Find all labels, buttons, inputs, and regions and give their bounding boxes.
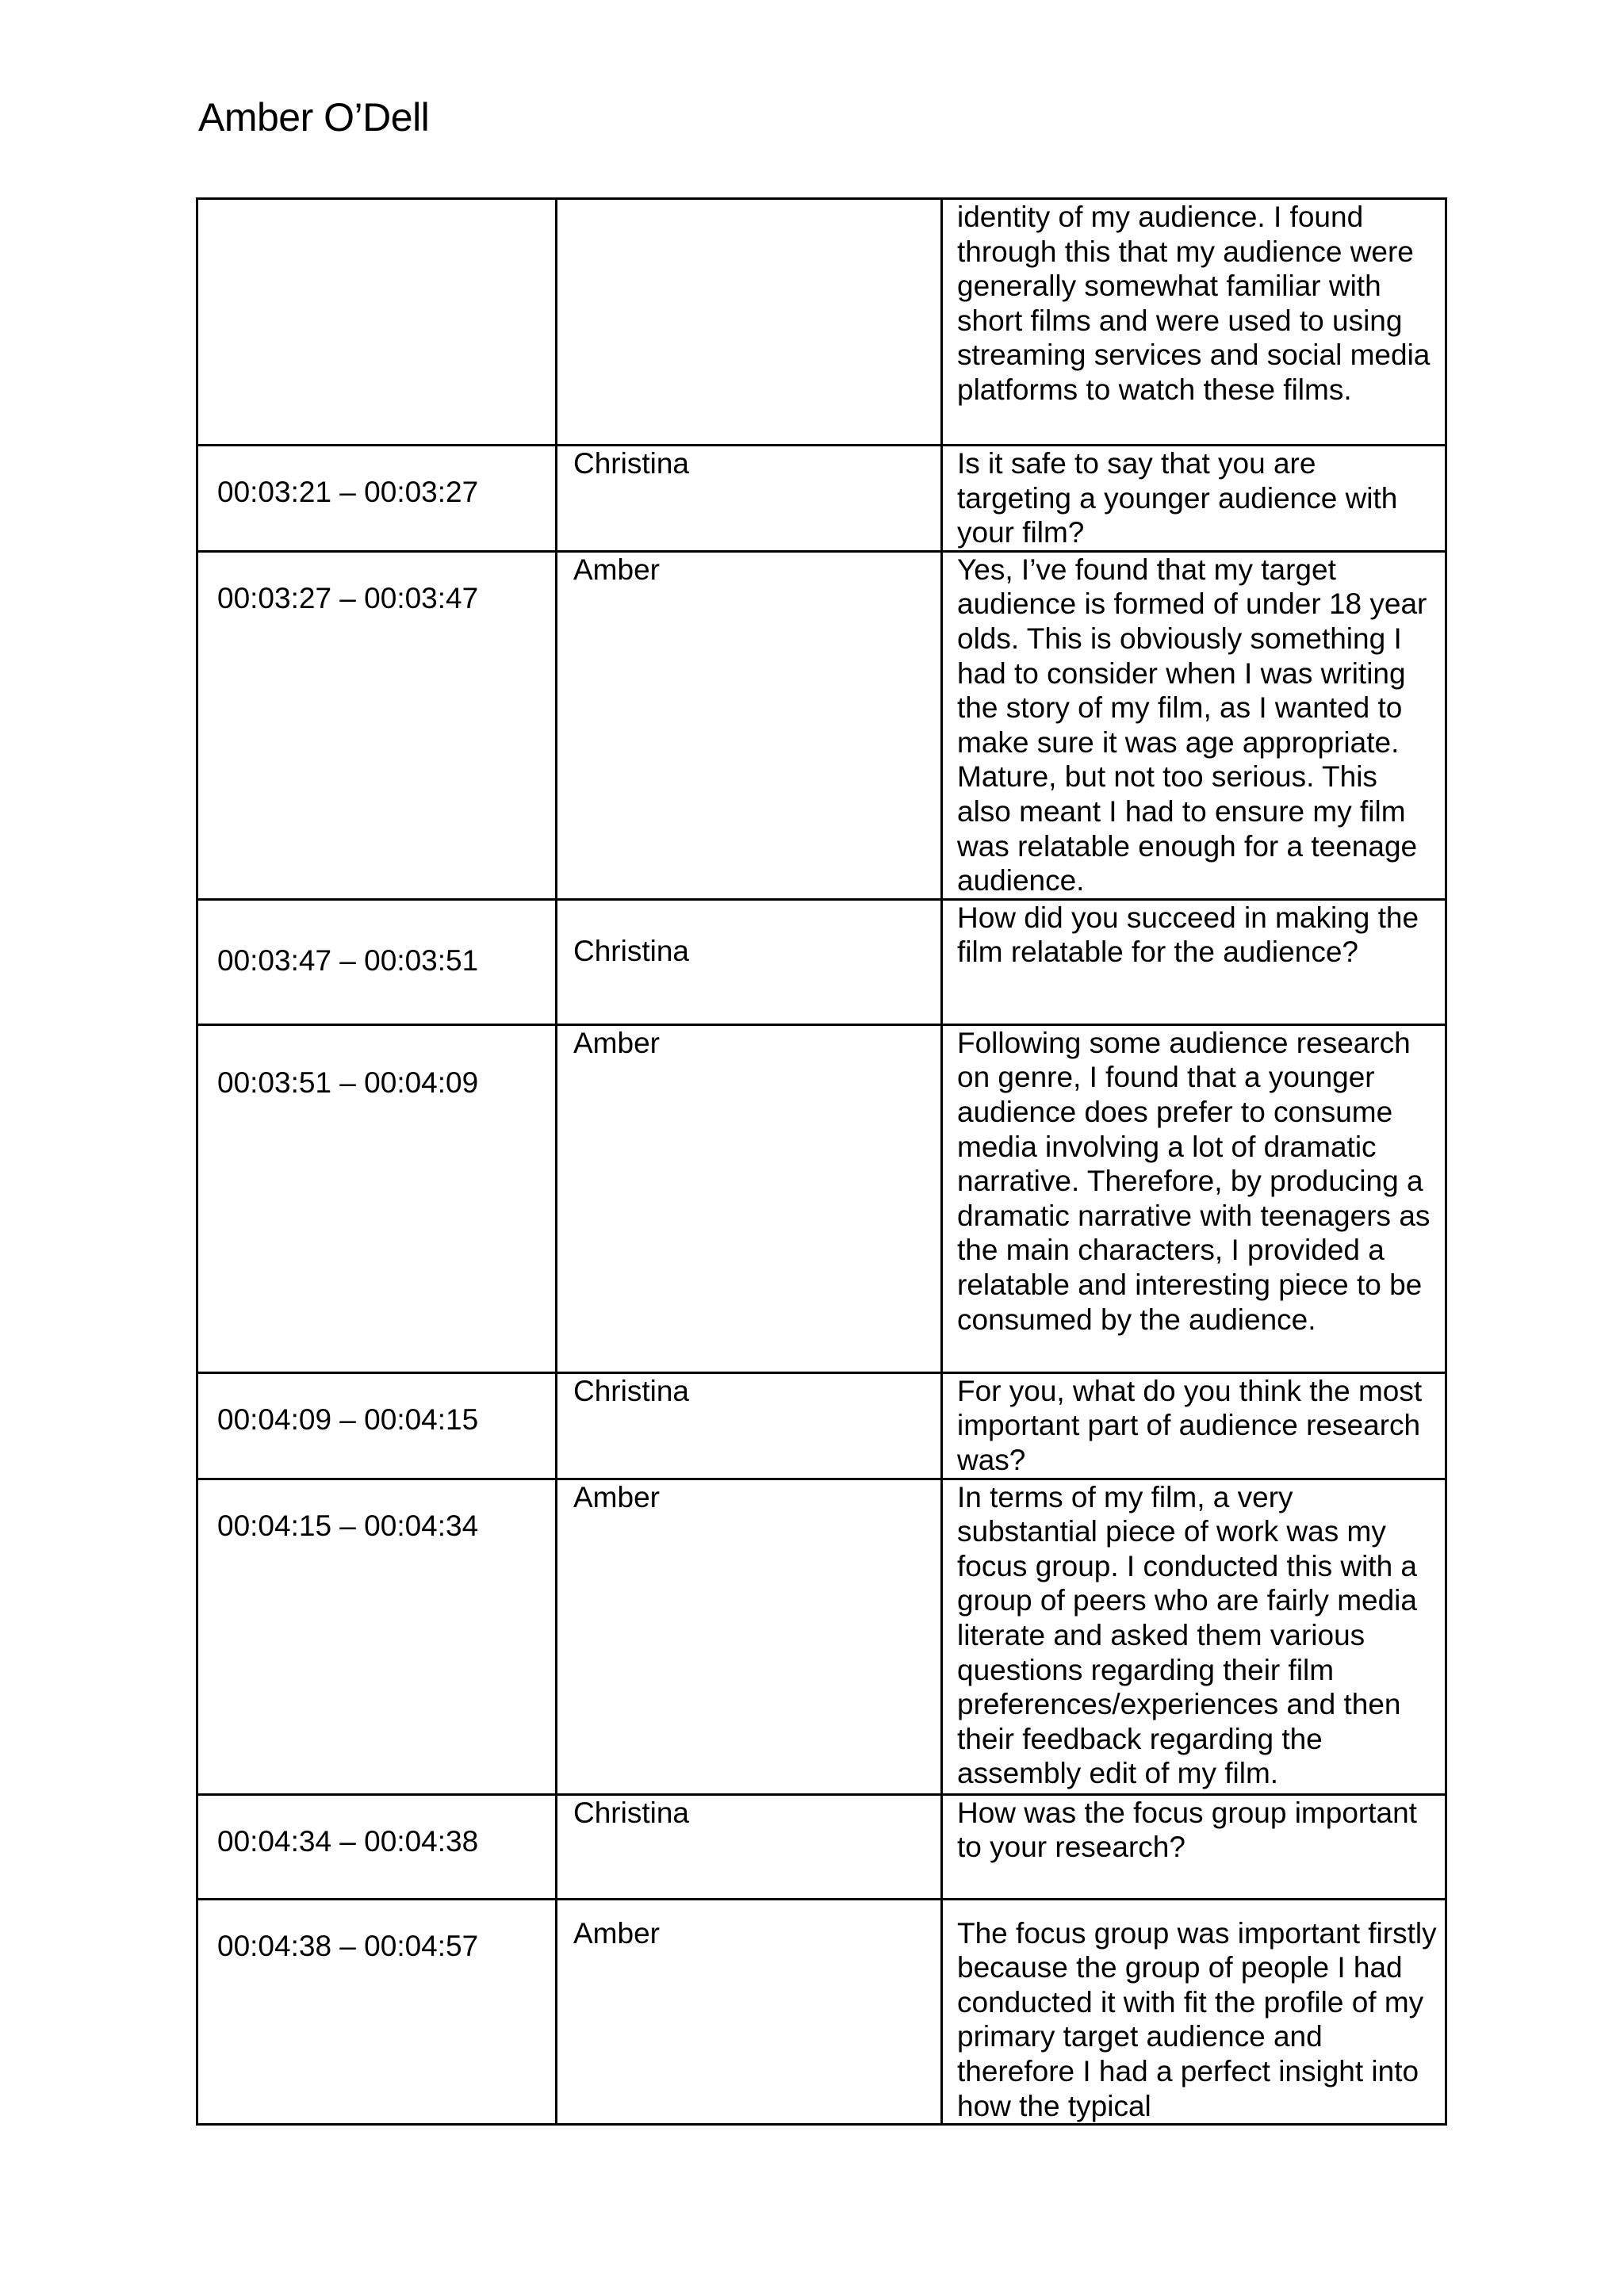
page-header-author: Amber O’Dell [198,95,430,140]
table-row [197,1794,1446,1899]
table-row [197,1899,1446,2125]
timecode-cell [197,1794,557,1899]
dialogue-cell [942,446,1446,552]
speaker-name: Amber [573,1480,660,1513]
dialogue-text: In terms of my film, a very substantial piece of work was my focus group. I conducted this with a group of peers who are fairly media literate and asked them various questions regarding their film preferences/experiences and then their feedback regarding the assembly edit of my film. [957,1480,1418,1790]
table-row [197,199,1446,446]
timecode: 00:03:51 – 00:04:09 [217,1066,479,1099]
timecode: 00:04:09 – 00:04:15 [217,1402,479,1436]
table-row [197,446,1446,552]
timecode-cell [197,1899,557,2125]
speaker-name: Amber [573,1026,660,1059]
speaker-cell [557,899,942,1024]
dialogue-cell [942,1372,1446,1479]
timecode: 00:04:38 – 00:04:57 [217,1929,479,1962]
speaker-cell [557,551,942,899]
dialogue-cell [942,551,1446,899]
speaker-name: Amber [573,553,660,586]
timecode: 00:03:47 – 00:03:51 [217,943,479,977]
speaker-cell [557,1899,942,2125]
dialogue-text: Yes, I’ve found that my target audience is formed of under 18 year olds. This is obviously something I had to consider when I was writing the story of my film, as I wanted to make sure it was age appropriate. Mature, but not too serious. This also meant I had to ensure my film was relatable enough for a teenage audience. [957,553,1427,897]
timecode-cell [197,446,557,552]
dialogue-cell [942,1899,1446,2125]
dialogue-cell [942,899,1446,1024]
dialogue-text: How was the focus group important to your research? [957,1796,1417,1864]
speaker-cell [557,1372,942,1479]
speaker-name: Christina [573,1374,689,1407]
dialogue-cell [942,1479,1446,1794]
timecode: 00:04:34 – 00:04:38 [217,1824,479,1858]
table-row [197,899,1446,1024]
timecode-cell [197,199,557,446]
speaker-name: Amber [573,1916,660,1950]
timecode-cell [197,1372,557,1479]
dialogue-cell [942,1024,1446,1372]
dialogue-text: The focus group was important firstly because the group of people I had conducted it with fit the profile of my primary target audience and therefore I had a perfect insight into how the typical [957,1916,1437,2122]
dialogue-text: For you, what do you think the most important part of audience research was? [957,1374,1423,1476]
timecode: 00:03:21 – 00:03:27 [217,476,479,508]
table-row [197,1372,1446,1479]
dialogue-text: Following some audience research on genre, I found that a younger audience does prefer to consume media involving a lot of dramatic narrative. Therefore, by producing a dramatic narrative with teenagers as the main characters, I provided a relatable and interesting piece to be consumed by the audience. [957,1026,1431,1336]
speaker-cell [557,1794,942,1899]
timecode-cell [197,551,557,899]
dialogue-text: How did you succeed in making the film relatable for the audience? [957,901,1419,969]
table-row [197,1024,1446,1372]
timecode-cell [197,1479,557,1794]
timecode-cell [197,899,557,1024]
speaker-name: Christina [573,447,689,480]
dialogue-text: identity of my audience. I found through this that my audience were generally somewhat familiar with short films and were used to using streaming services and social media platforms to watch these films. [957,201,1431,406]
table-row [197,551,1446,899]
speaker-name: Christina [573,934,689,967]
speaker-name: Christina [573,1796,689,1829]
dialogue-text: Is it safe to say that you are targeting a younger audience with your film? [957,447,1398,549]
speaker-cell [557,199,942,446]
speaker-cell [557,446,942,552]
dialogue-cell [942,1794,1446,1899]
table-row [197,1479,1446,1794]
speaker-cell [557,1024,942,1372]
timecode-cell [197,1024,557,1372]
speaker-cell [557,1479,942,1794]
timecode: 00:03:27 – 00:03:47 [217,581,479,614]
timecode: 00:04:15 – 00:04:34 [217,1509,479,1542]
transcript-table [196,197,1447,2126]
dialogue-cell [942,199,1446,446]
